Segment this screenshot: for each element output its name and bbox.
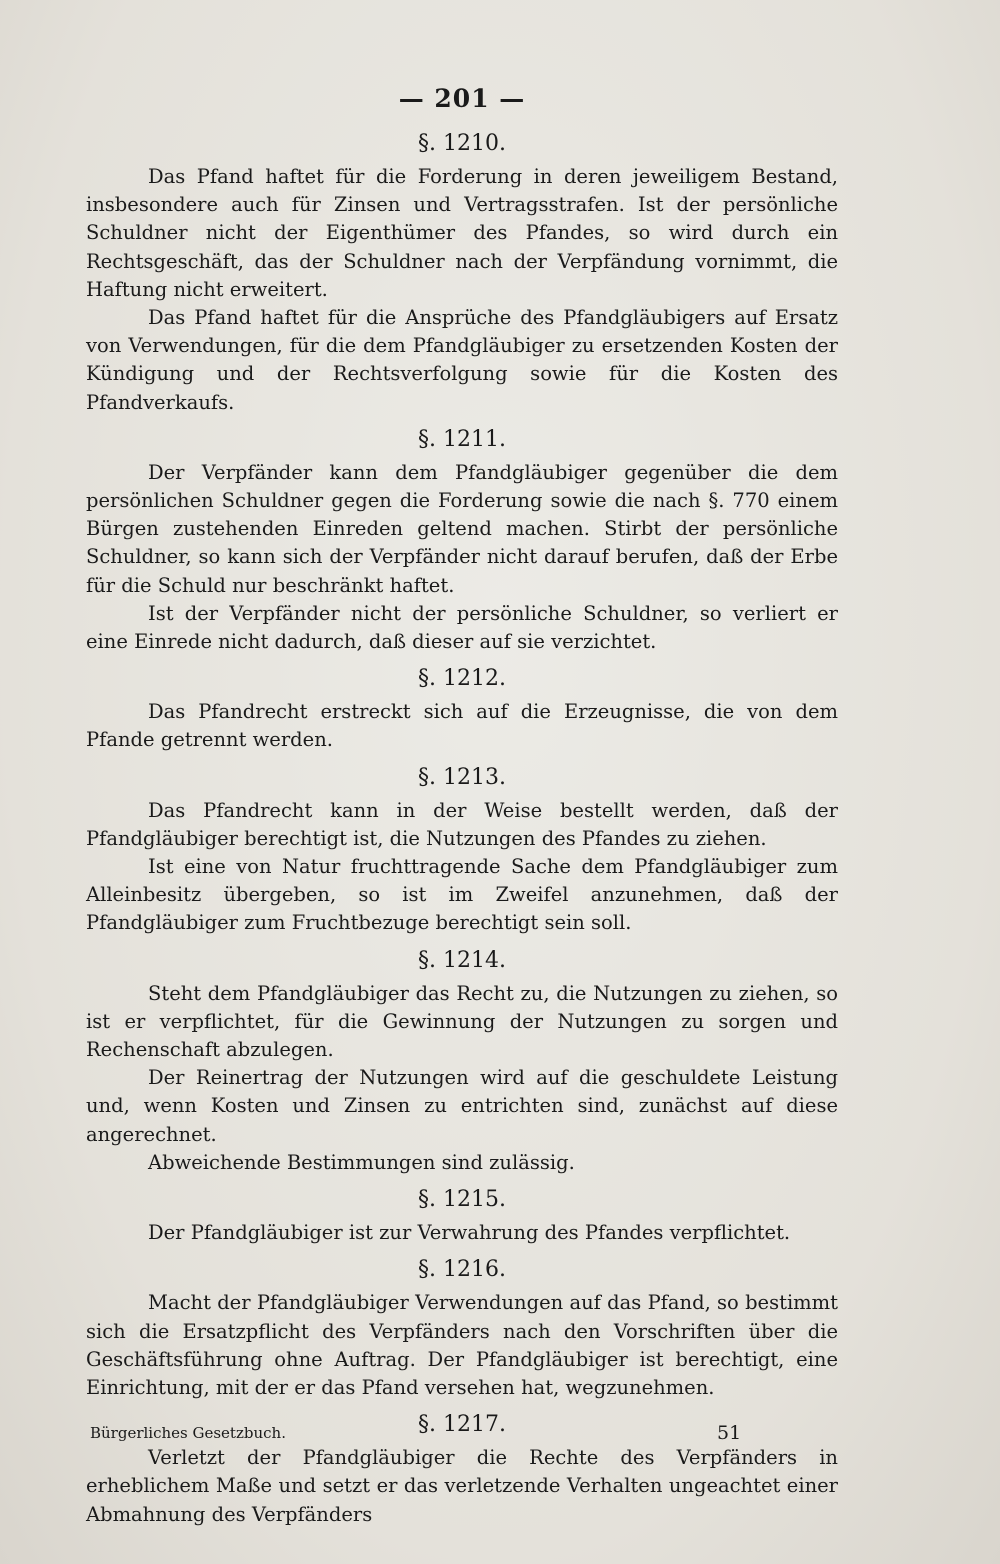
section-paragraph: Der Pfandgläubiger ist zur Verwahrung des Pfandes verpflichtet.	[148, 1221, 791, 1245]
section-paragraph: Das Pfand haftet für die Forderung in deren jeweiligem Bestand, insbesondere auch für Zinsen und Vertragsstrafen. Ist der persönliche Schuldner nicht der Eigenthümer des Pfandes, so wird durch ein Rechtsgeschäft, das der Schuldner nach der Verpfändung vornimmt, die Haftung nicht erweitert.	[86, 165, 838, 301]
footer-sheet-number: 51	[717, 1422, 742, 1444]
section	[86, 1255, 838, 1410]
section-heading: §. 1214.	[418, 947, 506, 973]
section-spacer	[86, 656, 838, 664]
section-spacer	[86, 1529, 838, 1537]
section-heading: §. 1216.	[418, 1257, 506, 1283]
section-spacer	[86, 1402, 838, 1410]
sections-container	[86, 129, 838, 1537]
section-paragraph: Abweichende Bestimmungen sind zulässig.	[148, 1150, 575, 1174]
section-heading: §. 1215.	[418, 1187, 506, 1213]
section-paragraph: Ist eine von Natur fruchttragende Sache dem Pfandgläubiger zum Alleinbesitz übergeben, so ist im Zweifel anzunehmen, daß der Pfandgläubiger zum Fruchtbezuge berechtigt sein soll.	[86, 855, 838, 935]
section-paragraph: Das Pfand haftet für die Ansprüche des Pfandgläubigers auf Ersatz von Verwendungen, für die dem Pfandgläubiger zu ersetzenden Kosten der Kündigung und der Rechtsverfolgung sowie für die Kosten des Pfandverkaufs.	[86, 306, 838, 414]
section-spacer	[86, 417, 838, 425]
section	[86, 763, 838, 946]
section	[86, 664, 838, 762]
section	[86, 425, 838, 664]
footer-book-title: Bürgerliches Gesetzbuch.	[90, 1424, 286, 1442]
section-heading: §. 1212.	[418, 666, 506, 692]
section	[86, 946, 838, 1185]
section	[86, 129, 838, 425]
section-spacer	[86, 755, 838, 763]
section-spacer	[86, 1177, 838, 1185]
section-paragraph: Verletzt der Pfandgläubiger die Rechte des Verpfänders in erheblichem Maße und setzt er das verletzende Verhalten ungeachtet einer Abmahnung des Verpfänders	[86, 1446, 838, 1526]
section-paragraph: Der Verpfänder kann dem Pfandgläubiger gegenüber die dem persönlichen Schuldner gegen die Forderung sowie die nach §. 770 einem Bürgen zustehenden Einreden geltend machen. Stirbt der persönliche Schuldner, so kann sich der Verpfänder nicht darauf berufen, daß der Erbe für die Schuld nur beschränkt haftet.	[86, 460, 838, 597]
section-paragraph: Der Reinertrag der Nutzungen wird auf die geschuldete Leistung und, wenn Kosten und Zinsen zu entrichten sind, zunächst auf diese angerechnet.	[86, 1066, 838, 1146]
section-heading: §. 1211.	[418, 426, 506, 452]
section-heading: §. 1217.	[418, 1412, 506, 1438]
section-spacer	[86, 1247, 838, 1255]
section-paragraph: Steht dem Pfandgläubiger das Recht zu, die Nutzungen zu ziehen, so ist er verpflichtet, für die Gewinnung der Nutzungen zu sorgen und Rechenschaft abzulegen.	[86, 981, 838, 1062]
section-paragraph: Macht der Pfandgläubiger Verwendungen auf das Pfand, so bestimmt sich die Ersatzpflicht des Verpfänders nach den Vorschriften über die Geschäftsführung ohne Auftrag. Der Pfandgläubiger ist berechtigt, eine Einrichtung, mit der er das Pfand versehen hat, wegzunehmen.	[86, 1291, 838, 1399]
section-paragraph: Das Pfandrecht kann in der Weise bestellt werden, daß der Pfandgläubiger berechtigt ist, die Nutzungen des Pfandes zu ziehen.	[86, 798, 838, 850]
section-paragraph: Das Pfandrecht erstreckt sich auf die Erzeugnisse, die von dem Pfande getrennt werden.	[86, 700, 838, 752]
page-number: — 201 —	[398, 84, 526, 113]
section-heading: §. 1210.	[418, 131, 506, 156]
section-heading: §. 1213.	[418, 764, 506, 790]
page-content	[86, 84, 838, 1537]
section-paragraph: Ist der Verpfänder nicht der persönliche Schuldner, so verliert er eine Einrede nicht dadurch, daß dieser auf sie verzichtet.	[86, 601, 838, 654]
section-spacer	[86, 938, 838, 946]
section	[86, 1185, 838, 1255]
